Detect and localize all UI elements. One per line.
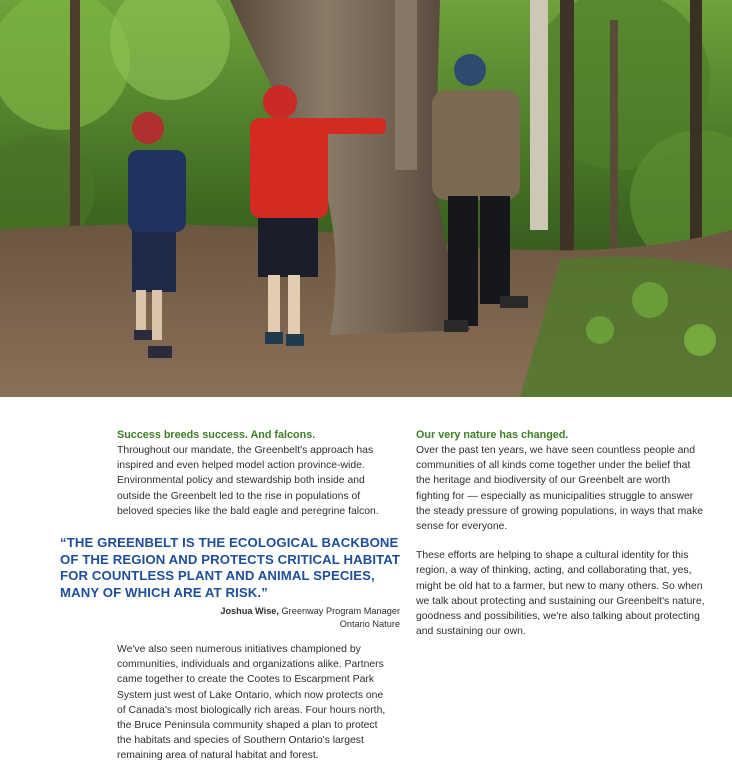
attribution-organization: Ontario Nature — [339, 619, 400, 629]
paragraph-cultural-identity: These efforts are helping to shape a cultural identity for this region, a way of thinking, acting, and collaborating that, yes, might be old hat to a farmer, but new to many others. So when we talk about protecting and sustaining our Greenbelt's nature, goodness and possibilities, we're also talking about protecting and sustaining our own. — [416, 550, 705, 638]
section-heading-nature: Our very nature has changed. — [416, 429, 569, 441]
quote-attribution — [200, 605, 400, 631]
paragraph-past-ten-years: Over the past ten years, we have seen countless people and communities of all kinds come together under the belief that the heritage and biodiversity of our Greenbelt are worth fighting for — especially as municipalities struggle to answer the steady pressure of growing populations, in ways that make sense for everyone. — [416, 445, 704, 533]
pull-quote: “THE GREENBELT IS THE ECOLOGICAL BACKBONE OF THE REGION AND PROTECTS CRITICAL HABITAT FOR COUNTLESS PLANT AND ANIMAL SPECIES, MANY OF WHICH ARE AT RISK.” — [60, 535, 401, 600]
attribution-role: Greenway Program Manager — [281, 606, 400, 616]
right-column — [416, 428, 706, 639]
left-column-top — [117, 428, 394, 519]
paragraph-mandate: Throughout our mandate, the Greenbelt's approach has inspired and even helped model action province-wide. Environmental policy and stewardship both inside and outside the Greenbelt led to the rise in populations of beloved species like the bald eagle and peregrine falcon. — [117, 445, 379, 517]
left-column-bottom — [117, 642, 394, 764]
paragraph-initiatives: We've also seen numerous initiatives championed by communities, individuals and organizations alike. Partners came together to create the Cootes to Escarpment Park System just west of Lake Ontario, which now protects one of Canada's most biologically rich areas. Four hours north, the Bruce Peninsula community shaped a plan to protect the habitats and species of Southern Ontario's largest remaining area of natural habitat and forest. — [117, 644, 386, 762]
section-heading-falcons: Success breeds success. And falcons. — [117, 429, 316, 441]
attribution-name: Joshua Wise, — [220, 606, 279, 616]
